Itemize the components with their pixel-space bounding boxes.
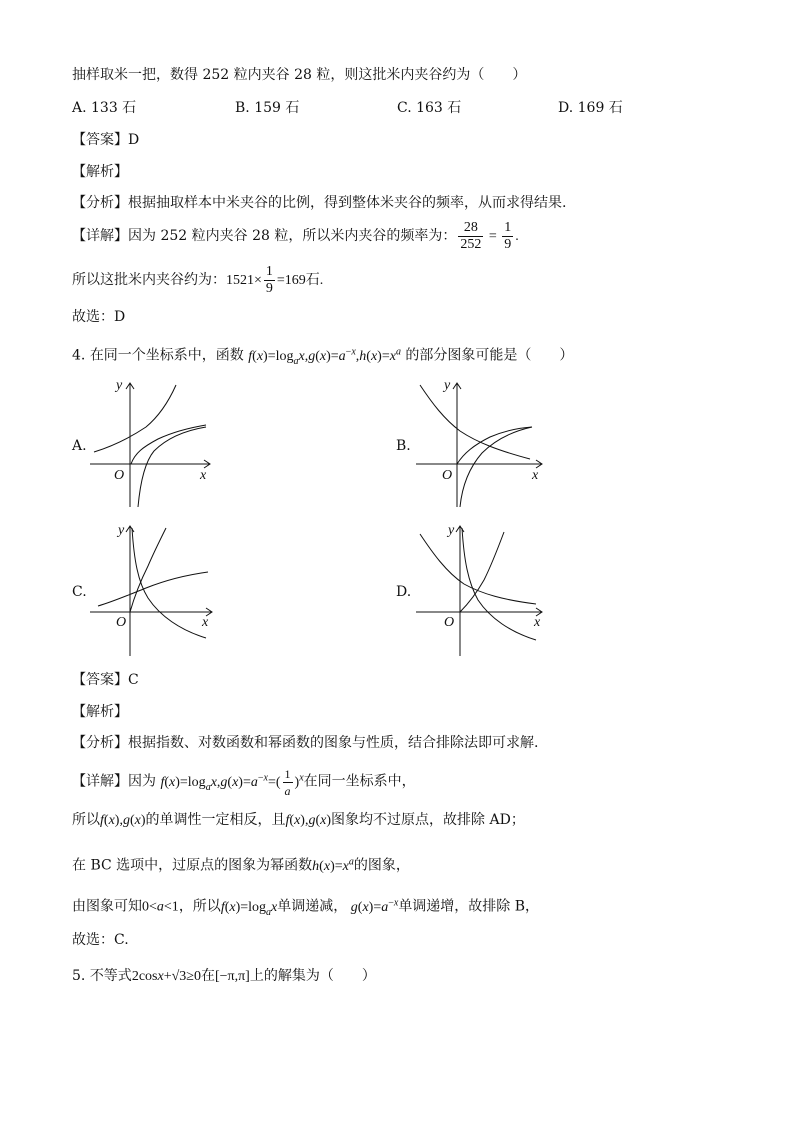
- q4-line3-prefix: 在 BC 选项中，过原点的图象为幂函数: [72, 857, 313, 874]
- q4-stem-prefix: 在同一个坐标系中，函数: [89, 347, 244, 364]
- curve-exponential: [94, 385, 176, 452]
- curve-exponential: [420, 534, 536, 604]
- q4-line2-text: 的单调性一定相反，且: [145, 812, 286, 828]
- q3-answer: 【答案】D: [72, 132, 140, 148]
- q4-line3-suffix: 的图象，: [353, 857, 410, 874]
- q3-analysis-title: 【解析】: [72, 164, 128, 180]
- graph-d: [412, 520, 548, 660]
- q4-conclusion: 故选：C.: [72, 932, 129, 948]
- q4-analysis-title: 【解析】: [72, 704, 128, 720]
- q5-number: 5.: [72, 968, 86, 984]
- q3-fraction-1-9-b: [264, 264, 275, 297]
- q3-line2-text: 所以这批米内夹谷约为：: [72, 272, 226, 288]
- curve-exponential: [420, 385, 530, 459]
- fraction-denominator: 252: [460, 236, 482, 252]
- graph-label-c: C.: [72, 584, 87, 600]
- q3-option-b: B. 159 石: [235, 100, 300, 116]
- fraction-numerator: 28: [458, 220, 483, 237]
- axis-y-label: y: [448, 523, 455, 538]
- q3-fraction-1-9: [502, 220, 513, 253]
- axis-x-label: x: [200, 468, 207, 483]
- q4-xiangjie-prefix: 【详解】因为: [72, 773, 156, 790]
- curve-power: [130, 528, 166, 612]
- fraction-denominator: 9: [504, 236, 512, 252]
- q5-stem: 5. 不等式2cosx+√3≥0在[−π,π]上的解集为（ ）: [72, 968, 376, 984]
- q4-functions-formula: $f(x)=\log_ax,g(x)=a^{-x},h(x)=x^a$: [248, 346, 401, 367]
- q4-line4-mid: ，所以: [178, 898, 221, 915]
- curve-exponential: [132, 528, 206, 638]
- fraction-numerator: 1: [504, 219, 512, 235]
- q4-stem-suffix: 的部分图象可能是（ ）: [405, 347, 574, 364]
- q3-option-a: A. 133 石: [72, 100, 137, 116]
- q4-xiangjie-suffix: 在同一坐标系中，: [303, 773, 416, 790]
- q4-fenxi: 【分析】根据指数、对数函数和幂函数的图象与性质，结合排除法即可求解.: [72, 735, 539, 751]
- fraction-denominator: 9: [265, 280, 273, 296]
- q3-line2: [72, 262, 323, 299]
- graph-label-b: B.: [396, 438, 411, 454]
- axis-y-label: y: [118, 523, 125, 538]
- curve-power: [131, 425, 206, 464]
- q4-xiangjie-formula: $f(x)=\log_ax,g(x)=a^{-x}=$( $\frac{1}{a}$ )$^x$: [160, 766, 304, 798]
- q4-number: 4.: [72, 347, 86, 364]
- q3-option-c: C. 163 石: [397, 100, 462, 116]
- q4-line4-prefix: 由图象可知: [72, 898, 142, 915]
- q3-option-d: D. 169 石: [558, 100, 623, 116]
- q5-stem-mid: 在: [200, 968, 215, 984]
- graph-c: [88, 520, 218, 660]
- q3-xiangjie-text: 【详解】因为 252 粒内夹谷 28 粒，所以米内夹谷的频率为：: [72, 228, 457, 244]
- axis-x-label: x: [532, 468, 539, 483]
- graph-a: [88, 375, 218, 510]
- graph-b: [412, 375, 548, 510]
- q5-stem-suffix: 上的解集为（ ）: [249, 968, 376, 984]
- q4-line2: 所以f(x),g(x)的单调性一定相反，且f(x),g(x)图象均不过原点，故排除 AD；: [72, 812, 525, 828]
- graph-label-d: D.: [396, 584, 412, 600]
- curve-log: [460, 427, 532, 507]
- axis-y-label: y: [444, 378, 451, 393]
- graph-label-a: A.: [72, 438, 87, 454]
- q4-stem: [72, 342, 573, 371]
- q4-answer: 【答案】C: [72, 672, 139, 688]
- q4-xiangjie: [72, 760, 416, 805]
- axis-x-label: x: [534, 615, 541, 630]
- q3-fraction-28-252: [458, 220, 483, 253]
- q4-line2-end: 图象均不过原点，故排除 AD；: [331, 812, 525, 828]
- q3-conclusion: 故选：D: [72, 309, 126, 325]
- q3-line2-expr: 1521×: [226, 273, 262, 288]
- q4-line4-end: 单调递增，故排除 B，: [398, 898, 540, 915]
- curve-power: [460, 532, 504, 612]
- origin-label: O: [114, 468, 125, 483]
- q3-stem: 抽样取米一把，数得 252 粒内夹谷 28 粒，则这批米内夹谷约为（ ）: [72, 67, 527, 83]
- curve-log: [138, 427, 206, 507]
- curve-power: [457, 427, 532, 464]
- axis-y-label: y: [116, 378, 123, 393]
- q3-fenxi: 【分析】根据抽取样本中米夹谷的比例，得到整体米夹谷的频率，从而求得结果.: [72, 195, 567, 211]
- q4-line4: 由图象可知0<a<1，所以$f(x)=\log_ax$单调递减， $g(x)=a^{-x}$单调递增，故排除 B，: [72, 897, 540, 918]
- q3-xiangjie: 【详解】因为 252 粒内夹谷 28 粒，所以米内夹谷的频率为： $\frac{28}{252}$ = $\frac{1}{9}$ .: [72, 219, 519, 252]
- origin-label: O: [444, 615, 455, 630]
- fraction-numerator: 1: [265, 263, 273, 279]
- q5-stem-prefix: 不等式: [89, 968, 132, 984]
- q4-line4-mid2: 单调递减，: [277, 898, 348, 915]
- q3-line2-result: =169石.: [276, 273, 324, 288]
- axis-x-label: x: [202, 615, 209, 630]
- curve-log: [98, 572, 208, 606]
- origin-label: O: [116, 615, 127, 630]
- q4-line3: 在 BC 选项中，过原点的图象为幂函数$h(x)=x^a$的图象，: [72, 856, 410, 874]
- origin-label: O: [442, 468, 453, 483]
